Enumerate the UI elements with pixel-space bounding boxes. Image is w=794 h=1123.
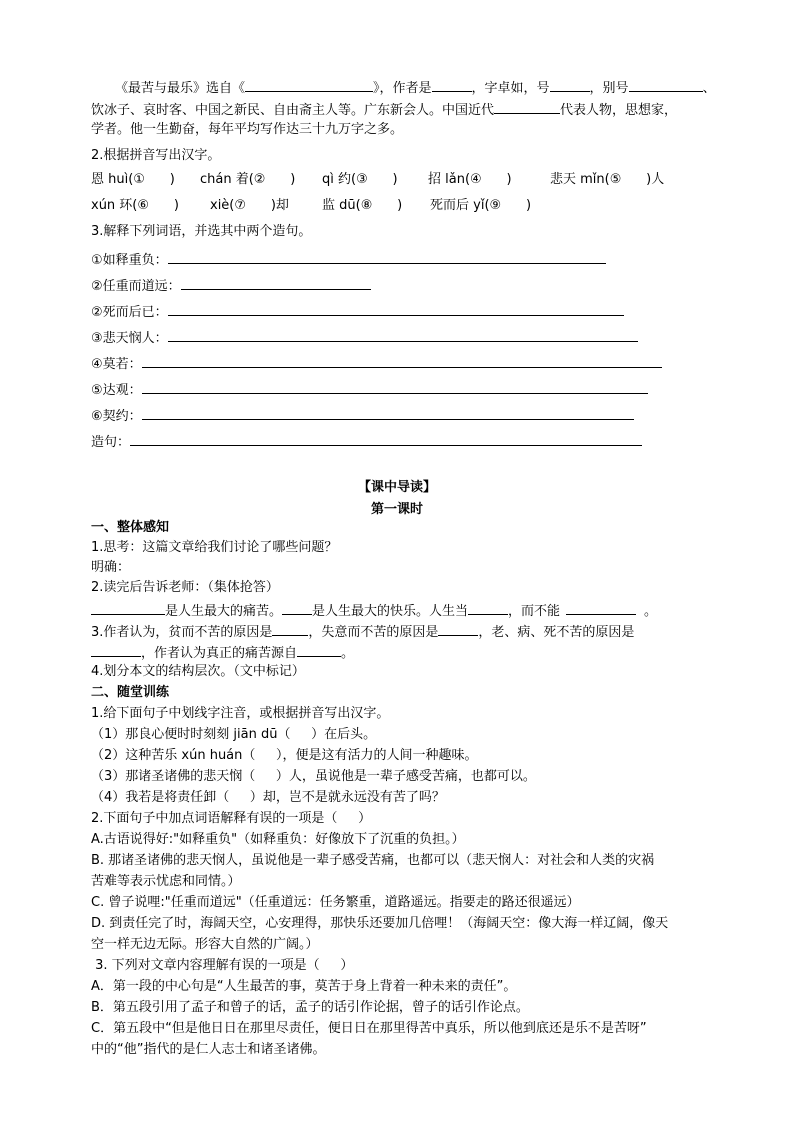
part2-q1-item[interactable]: （3）那诸圣诸佛的悲天悯（ ）人，虽说他是一辈子感受苦痛，也都可以。 [91, 769, 536, 784]
vocab-label: ⑤达观： [91, 383, 142, 398]
part1-q2-line [91, 601, 657, 620]
option-c: C. 曾子说哩:"任重而道远"（任重道远：任务繁重，道路遥远。指要走的路还很遥远） [91, 895, 580, 910]
q3-option-c: C．第五段中“但是他日日在那里尽责任，便日日在那里得苦中真乐，所以他到底还是乐不是苦呀” [91, 1021, 647, 1036]
vocab-label: 造句： [91, 435, 131, 450]
vocab-row-5 [91, 354, 662, 373]
pinyin-item-2[interactable]: chán 着(② ) [200, 172, 296, 187]
blank[interactable] [566, 601, 636, 615]
q3-title: 3.解释下列词语，并选其中两个造句。 [91, 224, 312, 239]
vocab-row-1 [91, 250, 606, 269]
vocab-label: ②任重而道远： [91, 279, 181, 294]
pinyin-item-5[interactable]: 悲天 mǐn(⑤ )人 [550, 172, 665, 187]
vocab-row-7 [91, 406, 634, 425]
vocab-row-3 [91, 302, 624, 321]
pinyin-item-1[interactable]: 恩 huì(① ) [91, 172, 175, 187]
intro-line-3: 学者。他一生勤奋，每年平均写作达三十九万字之多。 [91, 122, 404, 137]
vocab-row-4 [91, 328, 638, 347]
text: 3.作者认为，贫而不苦的原因是 [91, 625, 273, 640]
vocab-blank[interactable] [130, 432, 642, 446]
pinyin-item-4[interactable]: 招 lǎn(④ ) [428, 172, 512, 187]
part2-q2[interactable]: 2.下面句子中加点词语解释有误的一项是（ ） [91, 811, 372, 826]
part1-q3-line-1 [91, 622, 634, 641]
q3-option-b: B．第五段引用了孟子和曾子的话，孟子的话引作论据，曾子的话引作论点。 [91, 1000, 529, 1015]
intro-text-d: ，别号 [589, 81, 629, 96]
intro-text-e: 、 [702, 81, 716, 96]
blank[interactable] [272, 622, 308, 636]
vocab-blank[interactable] [142, 406, 634, 420]
vocab-blank[interactable] [168, 328, 638, 342]
blank-source[interactable] [245, 78, 373, 92]
q2-title: 2.根据拼音写出汉字。 [91, 148, 221, 163]
option-b-cont: 苦难等表示忧虑和同情。） [91, 874, 241, 889]
pinyin-item-9[interactable]: 死而后 yǐ(⑨ ) [430, 198, 532, 213]
vocab-blank[interactable] [168, 250, 606, 264]
option-b: B. 那诸圣诸佛的悲天悯人，虽说他是一辈子感受苦痛，也都可以（悲天悯人：对社会和人类的灾祸 [91, 853, 655, 868]
text: 是人生最大的痛苦。 [165, 604, 283, 619]
text: ，老、病、死不苦的原因是 [478, 625, 635, 640]
text: 。 [644, 604, 658, 619]
part1-q3-line-2 [91, 643, 354, 662]
text: 是人生最大的快乐。人生当 [312, 604, 469, 619]
intro-text-g: 代表人物，思想家， [560, 103, 678, 118]
text: ，作者认为真正的痛苦源自 [141, 646, 298, 661]
q3-option-a: A．第一段的中心句是“人生最苦的事，莫苦于身上背着一种未来的责任”。 [91, 979, 517, 994]
blank-biehao[interactable] [629, 78, 703, 92]
pinyin-item-3[interactable]: qì 约(③ ) [322, 172, 398, 187]
part2-q1-item[interactable]: （4）我若是将责任卸（ ）却，岂不是就永远没有苦了吗？ [91, 790, 445, 805]
part1-answer-label: 明确： [91, 560, 131, 575]
part2-q1-item[interactable]: （2）这种苦乐 xún huán（ ），便是这有活力的人间一种趣味。 [91, 748, 478, 763]
part1-heading: 一、整体感知 [91, 520, 170, 535]
vocab-blank[interactable] [142, 380, 648, 394]
intro-text-a: 《最苦与最乐》选自《 [115, 81, 246, 96]
blank-author[interactable] [432, 78, 472, 92]
intro-line-2 [91, 100, 677, 119]
intro-text-f: 饮冰子、哀时客、中国之新民、自由斋主人等。广东新会人。中国近代 [91, 103, 495, 118]
blank[interactable] [282, 601, 312, 615]
q3-option-c-cont: 中的“他”指代的是仁人志士和诸圣诸佛。 [91, 1042, 326, 1057]
vocab-row-8 [91, 432, 642, 451]
intro-text-c: ，字卓如，号 [471, 81, 550, 96]
blank-modern[interactable] [494, 100, 560, 114]
pinyin-item-8[interactable]: 监 dū(⑧ ) [322, 198, 403, 213]
part2-q1: 1.给下面句子中划线字注音，或根据拼音写出汉字。 [91, 706, 390, 721]
pinyin-item-6[interactable]: xún 环(⑥ ) [91, 198, 179, 213]
part1-q1: 1.思考：这篇文章给我们讨论了哪些问题？ [91, 540, 338, 555]
section-subtitle: 第一课时 [370, 502, 423, 517]
text: ，而不能 [508, 604, 561, 619]
part1-q2: 2.读完后告诉老师：（集体抢答） [91, 580, 279, 595]
vocab-row-2 [91, 276, 371, 295]
vocab-label: ②死而后已： [91, 305, 168, 320]
vocab-blank[interactable] [142, 354, 662, 368]
part2-q1-item[interactable]: （1）那良心便时时刻刻 jiān dū（ ）在后头。 [91, 727, 377, 742]
blank[interactable] [91, 643, 141, 657]
blank[interactable] [438, 622, 478, 636]
text: ，失意而不苦的原因是 [308, 625, 439, 640]
part1-q4: 4.划分本文的结构层次。（文中标记） [91, 664, 305, 679]
part2-heading: 二、随堂训练 [91, 685, 170, 700]
vocab-blank[interactable] [168, 302, 624, 316]
blank[interactable] [91, 601, 165, 615]
pinyin-item-7[interactable]: xiè(⑦ )却 [210, 198, 289, 213]
option-d: D. 到责任完了时，海阔天空，心安理得，那快乐还要加几倍哩！（海阔天空：像大海一样辽阔，像天 [91, 916, 669, 931]
blank-hao[interactable] [550, 78, 590, 92]
vocab-row-6 [91, 380, 648, 399]
intro-text-b: 》，作者是 [373, 81, 432, 96]
blank[interactable] [297, 643, 341, 657]
vocab-label: ④莫若： [91, 357, 142, 372]
option-d-cont: 空一样无边无际。形容大自然的广阔。） [91, 937, 319, 952]
vocab-label: ⑥契约： [91, 409, 142, 424]
vocab-label: ①如释重负： [91, 253, 168, 268]
vocab-label: ③悲天悯人： [91, 331, 168, 346]
section-title: 【课中导读】 [357, 480, 436, 495]
text: 。 [341, 646, 355, 661]
part2-q3[interactable]: 3. 下列对文章内容理解有误的一项是（ ） [91, 958, 354, 973]
option-a: A.古语说得好:"如释重负"（如释重负：好像放下了沉重的负担。） [91, 832, 465, 847]
blank[interactable] [468, 601, 508, 615]
vocab-blank[interactable] [181, 276, 371, 290]
intro-line-1 [115, 78, 716, 97]
